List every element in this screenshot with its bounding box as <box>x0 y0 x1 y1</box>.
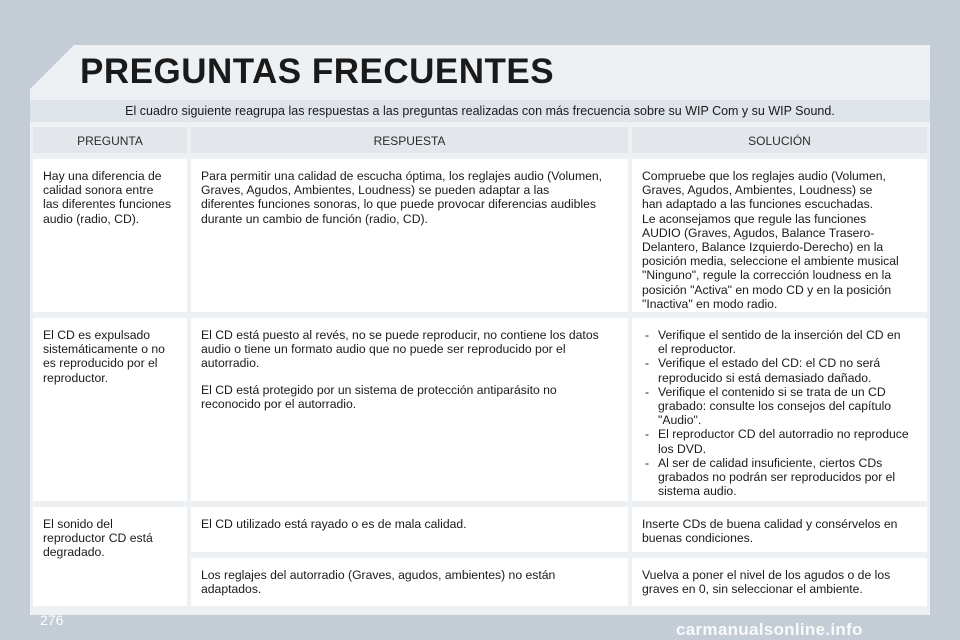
page-corner-fold <box>30 45 74 89</box>
list-item: - El reproductor CD del autorradio no reproduce los DVD. <box>642 427 917 455</box>
row3-solution-a-cell <box>632 507 927 552</box>
row1-answer: Para permitir una calidad de escucha óptima, los reglajes audio (Volumen, Graves, Agudos, Ambientes, Loudness) se pueden adaptar a las diferentes funciones sonoras, lo que puede provocar diferencias audibles durante un cambio de función (radio, CD). <box>201 169 603 226</box>
row1-question: Hay una diferencia de calidad sonora entre las diferentes funciones audio (radio, CD). <box>43 169 172 226</box>
page-subtitle: El cuadro siguiente reagrupa las respuestas a las preguntas realizadas con más frecuencia sobre su WIP Com y su WIP Sound. <box>125 104 835 118</box>
row2-answer-paragraph-1: El CD está puesto al revés, no se puede reproducir, no contiene los datos audio o tiene un formato audio que no puede ser reproducido por el autorradio. <box>201 328 599 371</box>
row3-answer-b: Los reglajes del autorradio (Graves, agudos, ambientes) no están adaptados. <box>201 568 556 597</box>
list-item: - Verifique el sentido de la inserción del CD en el reproductor. <box>642 328 917 356</box>
row2-solution-list <box>642 328 917 498</box>
list-item: - Verifique el contenido si se trata de un CD grabado: consulte los consejos del capítulo "Audio". <box>642 385 917 428</box>
row3-question: El sonido del reproductor CD está degradado. <box>43 517 153 560</box>
page-title: PREGUNTAS FRECUENTES <box>80 52 555 91</box>
header-answer: RESPUESTA <box>191 127 628 153</box>
list-item: - Verifique el estado del CD: el CD no será reproducido si está demasiado dañado. <box>642 356 917 384</box>
row1-solution-cell <box>632 159 927 312</box>
row2-answer-paragraph-2: El CD está protegido por un sistema de protección antiparásito no reconocido por el autorradio. <box>201 382 557 411</box>
list-item: - Al ser de calidad insuficiente, ciertos CDs grabados no podrán ser reproducidos por el sistema audio. <box>642 456 917 499</box>
row3-answer-b-cell <box>191 558 628 606</box>
header-solution: SOLUCIÓN <box>632 127 927 153</box>
row3-question-cell <box>33 507 187 606</box>
row1-question-cell <box>33 159 187 312</box>
row2-solution-cell <box>632 318 927 501</box>
row2-question: El CD es expulsado sistemáticamente o no es reproducido por el reproductor. <box>43 328 165 385</box>
header-question: PREGUNTA <box>33 127 187 153</box>
page-number: 276 <box>40 612 64 628</box>
row3-answer-a: El CD utilizado está rayado o es de mala calidad. <box>201 517 467 531</box>
row3-solution-a: Inserte CDs de buena calidad y consérvelos en buenas condiciones. <box>642 517 898 546</box>
watermark: carmanualsonline.info <box>676 620 863 639</box>
row3-solution-b-cell <box>632 558 927 606</box>
row3-solution-b: Vuelva a poner el nivel de los agudos o de los graves en 0, sin seleccionar el ambiente. <box>642 568 891 597</box>
row2-answer-cell <box>191 318 628 501</box>
row1-answer-cell <box>191 159 628 312</box>
row2-question-cell <box>33 318 187 501</box>
row1-solution: Compruebe que los reglajes audio (Volumen, Graves, Agudos, Ambientes, Loudness) se han adaptado a las funciones escuchadas. Le aconsejamos que regule las funciones AUDIO (Graves, Agudos, Balance Trasero- Delantero, Balance Izquierdo-Derecho) en la posición media, seleccione el ambiente musical "Ninguno", regule la corrección loudness en la posición "Activa" en modo CD y en la posición "Inactiva" en modo radio. <box>642 169 899 311</box>
row3-answer-a-cell <box>191 507 628 552</box>
